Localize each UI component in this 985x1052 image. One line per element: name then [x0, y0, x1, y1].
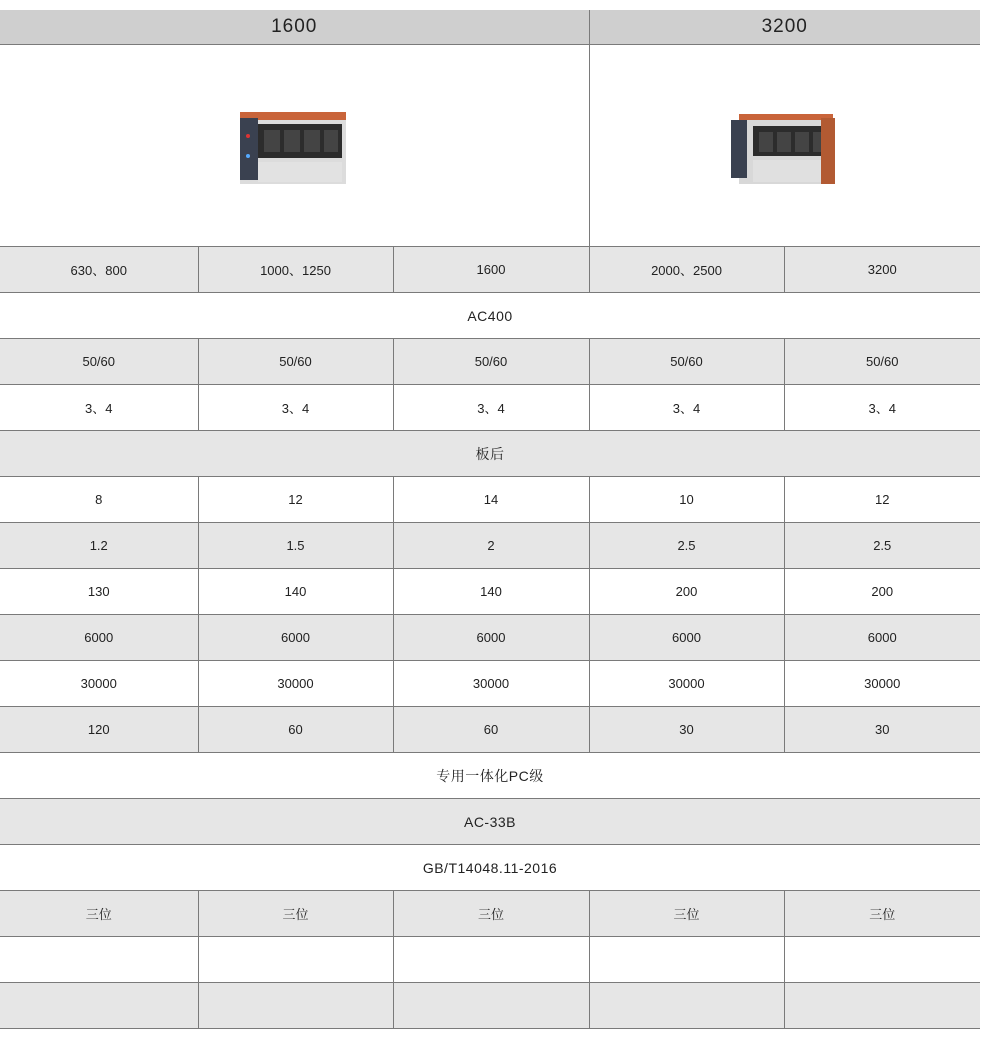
spec-cell: 10: [589, 477, 784, 523]
spec-cell: 60: [393, 707, 589, 753]
spec-cell: 30: [589, 707, 784, 753]
spec-cell: 2000、2500: [589, 247, 784, 293]
spec-row: [0, 293, 980, 339]
spec-cell: 50/60: [393, 339, 589, 385]
spec-cell: 60: [198, 707, 393, 753]
spec-cell: 50/60: [589, 339, 784, 385]
spec-cell: 120: [0, 707, 198, 753]
spec-cell: 6000: [784, 615, 980, 661]
header-3200: 3200: [589, 10, 980, 45]
spec-cell: 3、4: [198, 385, 393, 431]
spec-cell: 1000、1250: [198, 247, 393, 293]
spec-cell: 50/60: [198, 339, 393, 385]
spec-cell: 30000: [393, 661, 589, 707]
spec-cell: 2.5: [784, 523, 980, 569]
spec-row: [0, 845, 980, 891]
atse-switch-1600-image: [234, 108, 354, 188]
spec-span-cell: GB/T14048.11-2016: [0, 845, 980, 891]
spec-cell: [0, 983, 198, 1029]
spec-cell: 30000: [589, 661, 784, 707]
spec-row: [0, 569, 980, 615]
spec-row: [0, 707, 980, 753]
spec-row: [0, 385, 980, 431]
spec-cell: 1600: [393, 247, 589, 293]
spec-row: [0, 523, 980, 569]
product-image-cell-3200: [589, 45, 980, 247]
spec-cell: 30000: [784, 661, 980, 707]
spec-cell: 3、4: [589, 385, 784, 431]
spec-cell: 6000: [198, 615, 393, 661]
spec-cell: 三位: [0, 891, 198, 937]
spec-cell: 6000: [0, 615, 198, 661]
spec-cell: 14: [393, 477, 589, 523]
spec-row: [0, 339, 980, 385]
spec-cell: 12: [198, 477, 393, 523]
spec-row: [0, 983, 980, 1029]
spec-cell: 3、4: [784, 385, 980, 431]
spec-row: [0, 615, 980, 661]
spec-cell: 30000: [0, 661, 198, 707]
spec-cell: 130: [0, 569, 198, 615]
spec-row: [0, 937, 980, 983]
spec-row: [0, 661, 980, 707]
spec-row: [0, 431, 980, 477]
header-row: [0, 10, 980, 45]
spec-cell: 3、4: [0, 385, 198, 431]
spec-cell: 140: [393, 569, 589, 615]
spec-cell: 三位: [589, 891, 784, 937]
spec-cell: 三位: [393, 891, 589, 937]
spec-row: [0, 753, 980, 799]
header-1600: 1600: [0, 10, 589, 45]
spec-cell: [784, 937, 980, 983]
spec-row: [0, 891, 980, 937]
spec-row: [0, 799, 980, 845]
spec-span-cell: AC-33B: [0, 799, 980, 845]
spec-cell: 200: [589, 569, 784, 615]
spec-cell: [198, 937, 393, 983]
spec-cell: [589, 937, 784, 983]
spec-cell: 6000: [589, 615, 784, 661]
spec-cell: 12: [784, 477, 980, 523]
spec-span-cell: AC400: [0, 293, 980, 339]
spec-table: [0, 10, 980, 1029]
spec-cell: 三位: [198, 891, 393, 937]
spec-cell: 30000: [198, 661, 393, 707]
spec-cell: 6000: [393, 615, 589, 661]
spec-span-cell: 板后: [0, 431, 980, 477]
spec-cell: 3、4: [393, 385, 589, 431]
spec-cell: 三位: [784, 891, 980, 937]
spec-cell: [198, 983, 393, 1029]
product-image-cell-1600: [0, 45, 589, 247]
spec-span-cell: 专用一体化PC级: [0, 753, 980, 799]
spec-row: [0, 477, 980, 523]
spec-cell: 1.2: [0, 523, 198, 569]
spec-cell: 30: [784, 707, 980, 753]
atse-switch-3200-image: [725, 110, 845, 190]
spec-cell: 1.5: [198, 523, 393, 569]
spec-cell: [393, 983, 589, 1029]
spec-cell: 140: [198, 569, 393, 615]
spec-row: [0, 247, 980, 293]
spec-cell: [393, 937, 589, 983]
spec-cell: 3200: [784, 247, 980, 293]
spec-cell: 200: [784, 569, 980, 615]
spec-cell: 50/60: [784, 339, 980, 385]
spec-cell: 2: [393, 523, 589, 569]
spec-cell: [0, 937, 198, 983]
spec-cell: 2.5: [589, 523, 784, 569]
spec-cell: [784, 983, 980, 1029]
product-image-row: [0, 45, 980, 247]
spec-cell: [589, 983, 784, 1029]
spec-cell: 8: [0, 477, 198, 523]
spec-cell: 630、800: [0, 247, 198, 293]
spec-cell: 50/60: [0, 339, 198, 385]
